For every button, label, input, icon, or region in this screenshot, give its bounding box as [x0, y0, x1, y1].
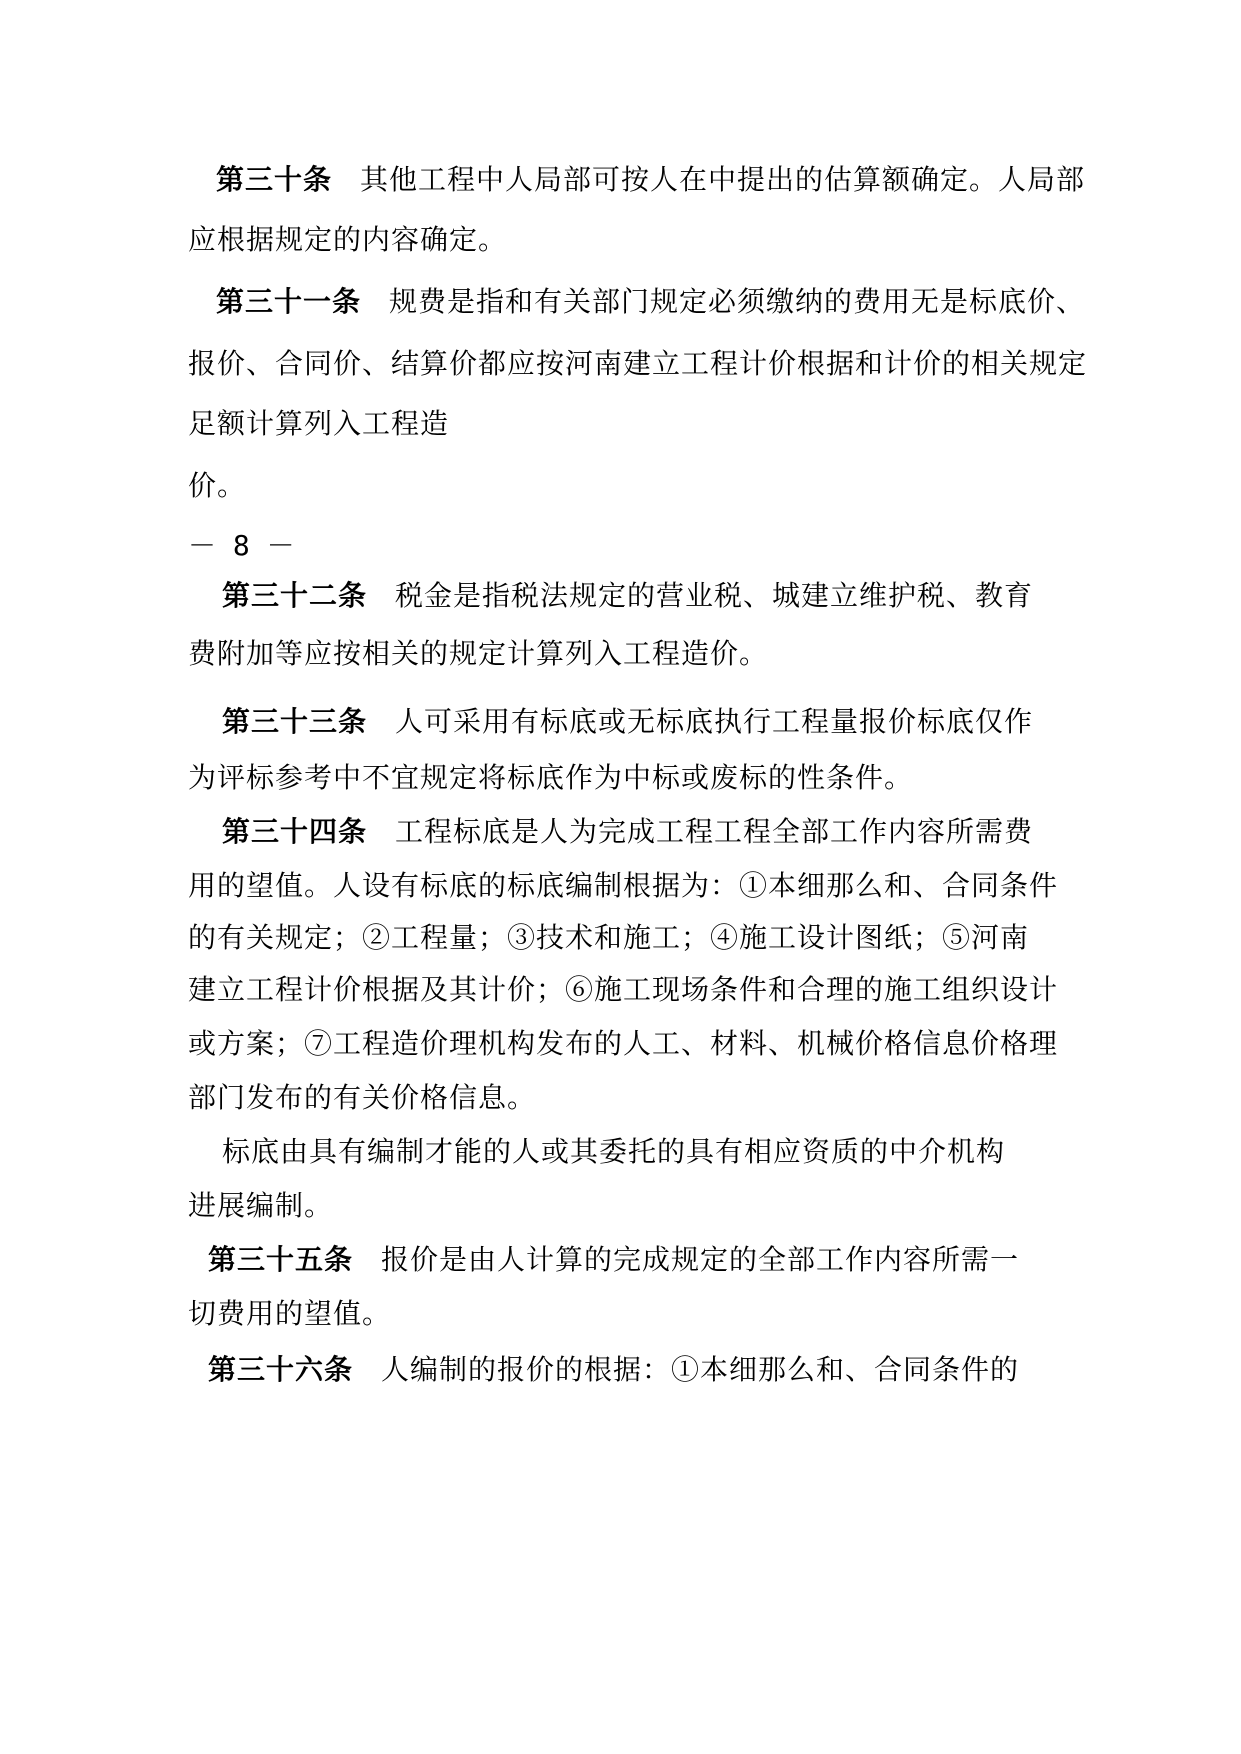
- article-30-line-1: [216, 160, 1085, 200]
- article-31-text: 规费是指和有关部门规定必须缴纳的费用无是标底价、: [389, 285, 1086, 318]
- article-30-line-2: 应根据规定的内容确定。: [188, 223, 508, 256]
- article-34-text: 工程标底是人为完成工程工程全部工作内容所需费: [395, 815, 1034, 848]
- article-34-line-6: 部门发布的有关价格信息。: [188, 1081, 537, 1114]
- article-30-text: 其他工程中人局部可按人在中提出的估算额确定。人局部: [360, 163, 1086, 196]
- article-35-line-1: [208, 1240, 1019, 1280]
- article-33-text: 人可采用有标底或无标底执行工程量报价标底仅作: [395, 705, 1034, 738]
- article-35-title: 第三十五条: [208, 1243, 354, 1276]
- article-36-line-1: [208, 1350, 1019, 1390]
- article-32-line-2: 费附加等应按相关的规定计算列入工程造价。: [188, 637, 769, 670]
- article-31-line-1: [216, 282, 1085, 322]
- article-32-text: 税金是指税法规定的营业税、城建立维护税、教育: [395, 579, 1034, 612]
- article-36-title: 第三十六条: [208, 1353, 354, 1386]
- article-32-line-1: [222, 576, 1033, 616]
- article-33-line-1: [222, 702, 1033, 742]
- article-34-line-2: 用的望值。人设有标底的标底编制根据为：①本细那么和、合同条件: [188, 869, 1059, 902]
- article-31-line-4: 价。: [188, 469, 247, 502]
- article-35-line-2: 切费用的望值。: [188, 1297, 392, 1330]
- article-32-title: 第三十二条: [222, 579, 368, 612]
- article-34-para2-line-1: 标底由具有编制才能的人或其委托的具有相应资质的中介机构: [222, 1135, 1006, 1168]
- article-34-line-4: 建立工程计价根据及其计价；⑥施工现场条件和合理的施工组织设计: [188, 973, 1059, 1006]
- article-31-title: 第三十一条: [216, 285, 362, 318]
- article-34-line-5: 或方案；⑦工程造价理机构发布的人工、材料、机械价格信息价格理: [188, 1027, 1059, 1060]
- article-34-line-1: [222, 812, 1033, 852]
- page-number: － 8 －: [188, 529, 295, 562]
- article-33-title: 第三十三条: [222, 705, 368, 738]
- article-34-title: 第三十四条: [222, 815, 368, 848]
- article-36-text: 人编制的报价的根据：①本细那么和、合同条件的: [381, 1353, 1020, 1386]
- article-30-title: 第三十条: [216, 163, 333, 196]
- article-34-para2-line-2: 进展编制。: [188, 1189, 334, 1222]
- article-31-line-3: 足额计算列入工程造: [188, 407, 450, 440]
- article-34-line-3: 的有关规定；②工程量；③技术和施工；④施工设计图纸；⑤河南: [188, 921, 1030, 954]
- article-31-line-2: 报价、合同价、结算价都应按河南建立工程计价根据和计价的相关规定: [188, 347, 1088, 380]
- article-35-text: 报价是由人计算的完成规定的全部工作内容所需一: [381, 1243, 1020, 1276]
- article-33-line-2: 为评标参考中不宜规定将标底作为中标或废标的性条件。: [188, 761, 914, 794]
